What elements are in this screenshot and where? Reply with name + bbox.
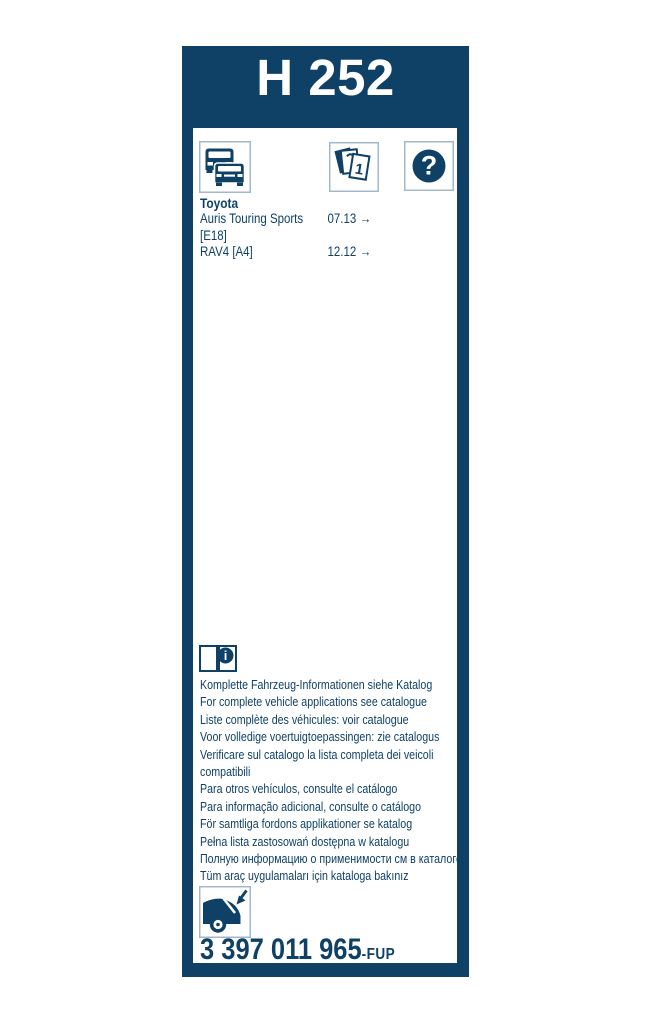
note-line: For complete vehicle applications see catalogue [200, 694, 427, 710]
open-book-info-icon [199, 643, 237, 675]
question-mark-icon [404, 141, 454, 191]
catalog-notes [200, 676, 479, 885]
date-from: 07.13 [327, 211, 357, 227]
note-line: Pełna lista zastosowań dostępna w katalogu [200, 833, 410, 849]
catalogue-pages-icon [329, 142, 379, 192]
date-from: 12.12 [327, 244, 357, 260]
table-row [200, 211, 438, 227]
note-line: Komplette Fahrzeug-Informationen siehe Katalog [200, 677, 433, 692]
note-line: Liste complète des véhicules: voir catalogue [200, 711, 409, 727]
content-area [193, 128, 462, 966]
note-line: Voor volledige voertuigtoepassingen: zie catalogus [200, 729, 440, 745]
question-glyph: ? [420, 150, 438, 181]
table-row [200, 244, 438, 260]
vehicle-model: RAV4 [A4] [200, 244, 253, 260]
info-glyph: i [223, 648, 228, 663]
brand-label: Toyota [200, 195, 239, 211]
note-line: Полную информацию о применимости см в каталоге [200, 851, 462, 867]
part-number: 3 397 011 965 [200, 933, 362, 966]
part-number-line [200, 933, 395, 967]
page-title: H 252 [256, 49, 395, 106]
note-line: Para informação adicional, consulte o catálogo [200, 798, 422, 814]
part-number-suffix: -FUP [361, 946, 396, 963]
note-line: För samtliga fordons applikationer se katalog [200, 816, 413, 832]
arrow-icon: → [359, 244, 372, 260]
vehicle-date [328, 244, 372, 260]
two-cars-icon [199, 141, 251, 193]
vehicle-date [328, 211, 372, 227]
arrow-icon: → [359, 211, 372, 227]
catalogue-number: 1 [353, 160, 365, 179]
car-rear-window-arrow-icon [199, 886, 251, 938]
vehicle-variant: [E18] [200, 227, 227, 243]
note-line: Verificare sul catalogo la lista completa dei veicoli compatibili [200, 746, 434, 780]
product-panel [182, 46, 469, 977]
vehicle-model: Auris Touring Sports [200, 211, 304, 227]
vehicle-table [200, 195, 438, 261]
note-line: Tüm araç uygulamaları için kataloga bakınız [200, 868, 409, 884]
note-line: Para otros vehículos, consulte el catálogo [200, 781, 398, 797]
